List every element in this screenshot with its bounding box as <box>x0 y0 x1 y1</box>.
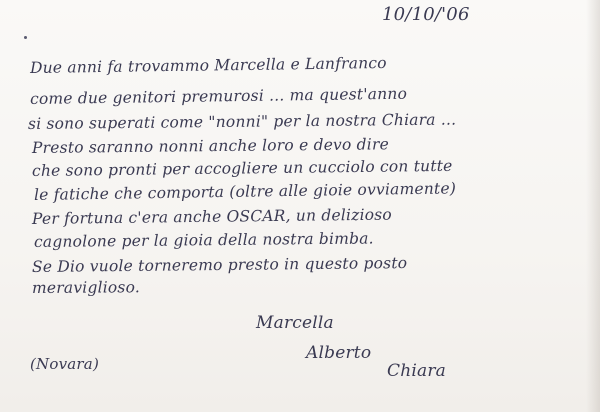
message-line-2: come due genitori premurosi ... ma quest'anno <box>29 84 408 108</box>
signature-alberto: Alberto <box>306 343 372 363</box>
ink-dot <box>24 36 27 39</box>
message-line-10: meraviglioso. <box>31 278 141 297</box>
message-line-7: Per fortuna c'era anche OSCAR, un delizioso <box>31 205 393 228</box>
entry-date: 10/10/'06 <box>382 4 470 25</box>
message-line-8: cagnolone per la gioia della nostra bimba. <box>33 229 374 251</box>
message-line-4: Presto saranno nonni anche loro e devo dire <box>31 135 389 157</box>
message-line-3: si sono superati come "nonni" per la nostra Chiara ... <box>27 110 457 133</box>
page-edge-shadow <box>586 0 600 412</box>
message-line-5: che sono pronti per accogliere un cucciolo con tutte <box>31 156 453 180</box>
message-line-6: le fatiche che comporta (oltre alle gioie ovviamente) <box>33 179 457 204</box>
signature-chiara: Chiara <box>387 361 446 381</box>
message-line-1: Due anni fa trovammo Marcella e Lanfranco <box>29 54 387 77</box>
signature-marcella: Marcella <box>256 313 334 333</box>
place-of-origin: (Novara) <box>30 355 99 373</box>
message-line-9: Se Dio vuole torneremo presto in questo posto <box>31 254 408 276</box>
